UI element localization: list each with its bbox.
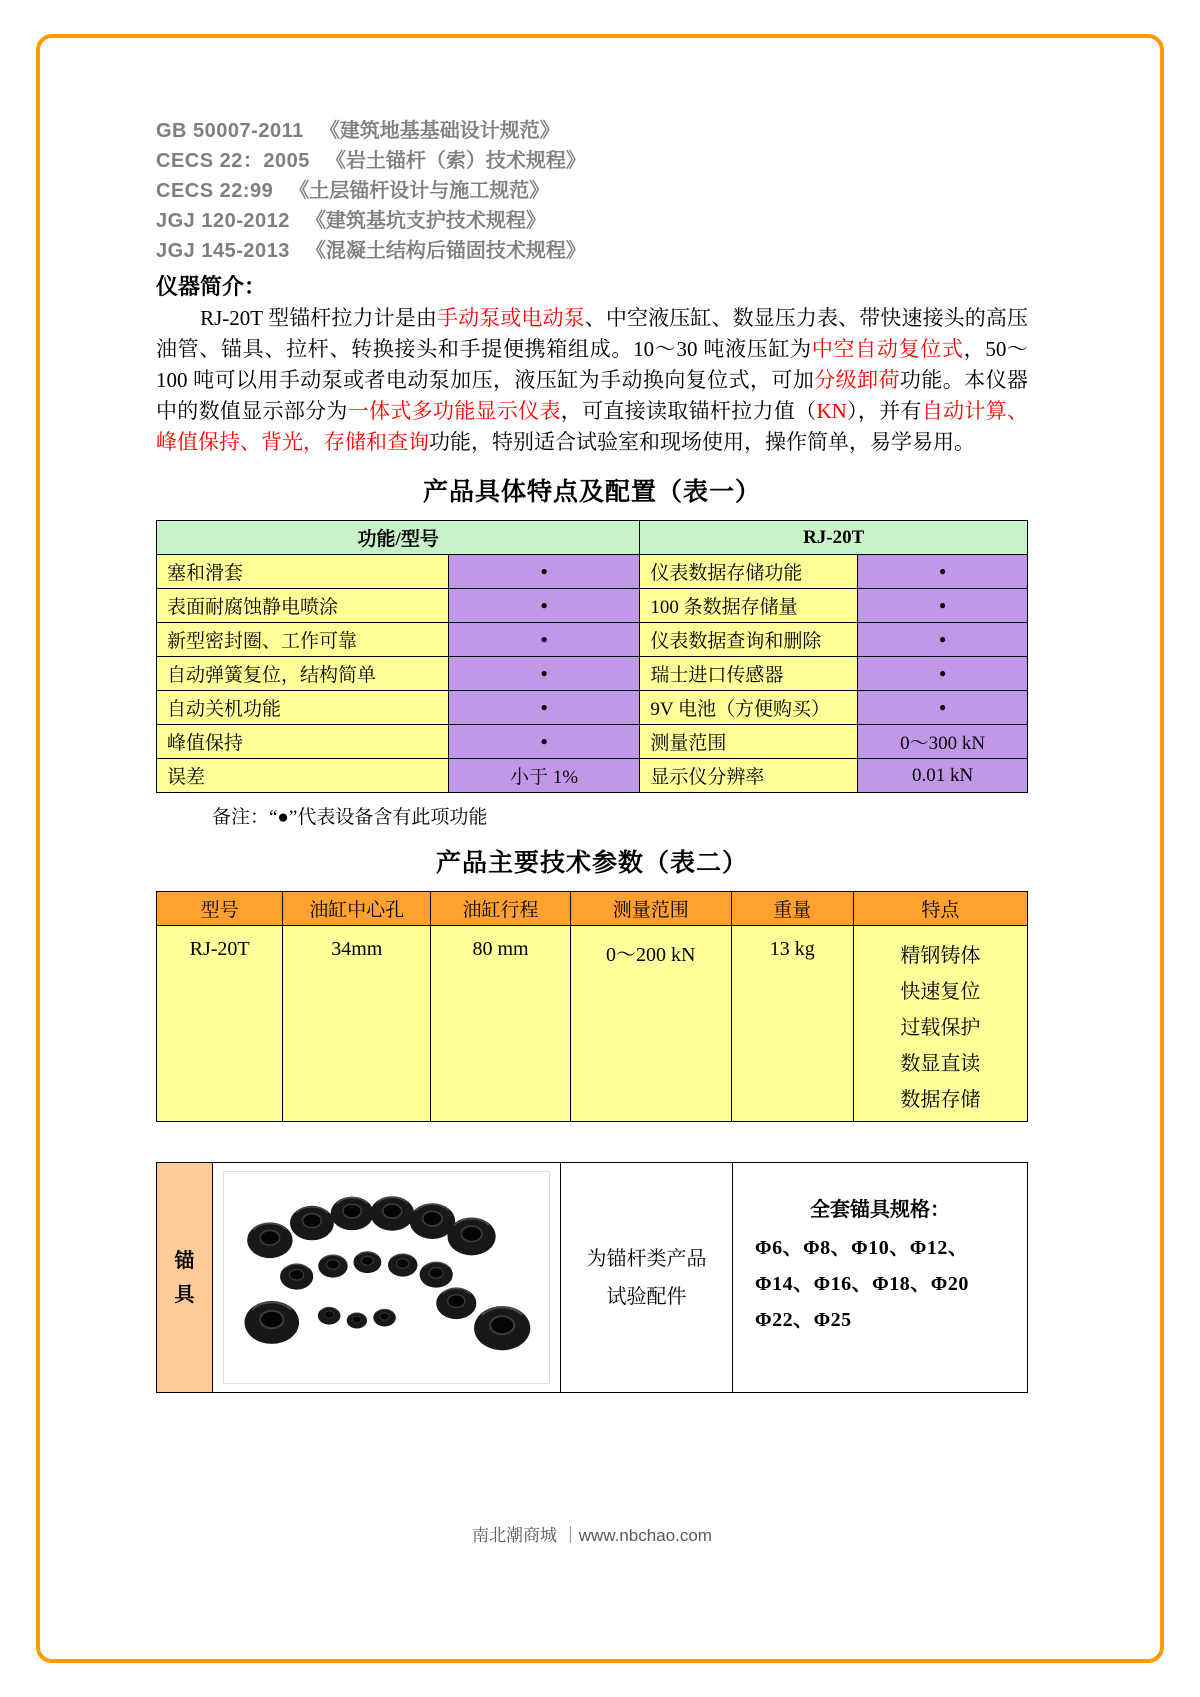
standard-title: 《岩土锚杆（索）技术规程》 xyxy=(325,150,586,172)
feature-label: 仪表数据存储功能 xyxy=(640,555,858,589)
specs-table xyxy=(156,891,1028,1122)
standard-code: GB 50007-2011 xyxy=(156,120,304,142)
feature-value: ● xyxy=(448,589,640,623)
intro-heading: 仪器简介： xyxy=(156,274,267,299)
header-model: 型号 xyxy=(157,892,283,926)
anchor-description: 为锚杆类产品试验配件 xyxy=(561,1163,733,1393)
header-weight: 重量 xyxy=(731,892,853,926)
header-range: 测量范围 xyxy=(570,892,731,926)
standard-code: CECS 22：2005 xyxy=(156,150,310,172)
intro-segment-highlight: KN xyxy=(816,399,847,423)
intro-segment: ，可直接读取锚杆拉力值（ xyxy=(560,399,817,423)
feature-label: 新型密封圈、工作可靠 xyxy=(157,623,449,657)
page-content xyxy=(156,0,1028,1546)
intro-segment: RJ-20T 型锚杆拉力计是由 xyxy=(200,306,437,330)
anchor-table xyxy=(156,1162,1028,1393)
standards-list xyxy=(156,116,1028,266)
feature-value: ● xyxy=(858,691,1028,725)
intro-segment: ），并有 xyxy=(846,399,922,423)
feature-label: 瑞士进口传感器 xyxy=(640,657,858,691)
intro-segment: 功能，特别适合试验室和现场使用，操作简单，易学易用。 xyxy=(429,430,975,454)
table-row xyxy=(157,555,1028,589)
feature-label: 自动关机功能 xyxy=(157,691,449,725)
feature-value: ● xyxy=(448,657,640,691)
intro-segment-highlight: 中空自动复位式 xyxy=(811,337,964,361)
feature-label: 9V 电池（方便购买） xyxy=(640,691,858,725)
spec-feature-line: 快速复位 xyxy=(900,981,981,1003)
table-header-row xyxy=(157,892,1028,926)
intro-segment: 功能。本仪器中的数值显示部分为 xyxy=(156,368,1029,423)
standard-line xyxy=(156,206,1028,236)
anchor-parts-illustration xyxy=(224,1172,549,1383)
features-table xyxy=(156,520,1028,793)
intro-segment: ，50～100 吨可以用手动泵或者电动泵加压，液压缸为手动换向复位式，可加 xyxy=(156,337,1029,392)
anchor-row-label: 锚具 xyxy=(174,1249,195,1306)
feature-value: 小于 1% xyxy=(448,759,640,793)
table-row xyxy=(157,759,1028,793)
feature-label: 仪表数据查询和删除 xyxy=(640,623,858,657)
feature-value: 0.01 kN xyxy=(858,759,1028,793)
feature-label: 显示仪分辨率 xyxy=(640,759,858,793)
header-features: 特点 xyxy=(853,892,1027,926)
standard-title: 《土层锚杆设计与施工规范》 xyxy=(289,180,550,202)
table-row xyxy=(157,725,1028,759)
spec-features xyxy=(853,926,1027,1122)
standard-title: 《建筑地基基础设计规范》 xyxy=(319,120,560,142)
table2-title: 产品主要技术参数（表二） xyxy=(435,850,748,877)
table-row xyxy=(157,623,1028,657)
footer-text: 南北潮商城 ｜www.nbchao.com xyxy=(472,1526,712,1545)
spec-weight: 13 kg xyxy=(731,926,853,1122)
anchor-spec-line: Φ22、Φ25 xyxy=(755,1309,852,1331)
standard-title: 《混凝土结构后锚固技术规程》 xyxy=(305,240,586,262)
standard-code: JGJ 120-2012 xyxy=(156,210,290,232)
feature-value: ● xyxy=(858,657,1028,691)
intro-segment-highlight: 自动计算、峰值保持、背光，存储和查询 xyxy=(156,399,1029,454)
intro-segment: 、中空液压缸、数显压力表、带快速接头的高压油管、锚具、拉杆、转换接头和手提便携箱组成。10～30 吨液压缸为 xyxy=(156,306,1029,361)
spec-model: RJ-20T xyxy=(157,926,283,1122)
anchor-row-label-cell xyxy=(157,1163,213,1393)
intro-segment-highlight: 手动泵或电动泵 xyxy=(436,306,585,330)
table1-title: 产品具体特点及配置（表一） xyxy=(422,479,761,506)
feature-label: 表面耐腐蚀静电喷涂 xyxy=(157,589,449,623)
anchor-spec-title: 全套锚具规格： xyxy=(810,1199,950,1221)
standard-code: CECS 22:99 xyxy=(156,180,274,202)
feature-value: ● xyxy=(858,555,1028,589)
spec-range: 0～200 kN xyxy=(570,926,731,1122)
table-row xyxy=(157,1163,1028,1393)
anchor-photo-cell xyxy=(213,1163,561,1393)
table-row xyxy=(157,657,1028,691)
spec-feature-line: 精钢铸体 xyxy=(900,945,981,967)
feature-label: 测量范围 xyxy=(640,725,858,759)
intro-paragraph xyxy=(156,303,1028,458)
intro-segment-highlight: 一体式多功能显示仪表 xyxy=(347,399,561,423)
spec-feature-line: 过载保护 xyxy=(900,1017,981,1039)
header-stroke: 油缸行程 xyxy=(431,892,570,926)
feature-value: 0～300 kN xyxy=(858,725,1028,759)
feature-value: ● xyxy=(448,555,640,589)
spec-bore: 34mm xyxy=(283,926,431,1122)
standard-code: JGJ 145-2013 xyxy=(156,240,290,262)
intro-segment-highlight: 分级卸荷 xyxy=(814,368,900,392)
standard-line xyxy=(156,146,1028,176)
feature-value: ● xyxy=(858,623,1028,657)
anchor-parts-photo xyxy=(223,1171,550,1384)
table-row xyxy=(157,691,1028,725)
feature-value: ● xyxy=(448,725,640,759)
spec-feature-line: 数显直读 xyxy=(900,1053,981,1075)
feature-value: ● xyxy=(858,589,1028,623)
standard-line xyxy=(156,176,1028,206)
feature-label: 塞和滑套 xyxy=(157,555,449,589)
feature-label: 自动弹簧复位，结构简单 xyxy=(157,657,449,691)
feature-label: 100 条数据存储量 xyxy=(640,589,858,623)
standard-line xyxy=(156,116,1028,146)
header-function-model: 功能/型号 xyxy=(157,521,640,555)
spec-stroke: 80 mm xyxy=(431,926,570,1122)
table1-note: 备注：“●”代表设备含有此项功能 xyxy=(212,807,488,828)
standard-line xyxy=(156,236,1028,266)
feature-value: ● xyxy=(448,623,640,657)
feature-label: 误差 xyxy=(157,759,449,793)
anchor-spec-line: Φ6、Φ8、Φ10、Φ12、 Φ14、Φ16、Φ18、Φ20 xyxy=(755,1237,969,1295)
header-model-value: RJ-20T xyxy=(640,521,1028,555)
anchor-spec-cell xyxy=(733,1163,1028,1393)
feature-label: 峰值保持 xyxy=(157,725,449,759)
feature-value: ● xyxy=(448,691,640,725)
table-row xyxy=(157,589,1028,623)
header-bore: 油缸中心孔 xyxy=(283,892,431,926)
table-header-row xyxy=(157,521,1028,555)
table-row xyxy=(157,926,1028,1122)
spec-feature-line: 数据存储 xyxy=(900,1089,981,1111)
standard-title: 《建筑基坑支护技术规程》 xyxy=(305,210,546,232)
